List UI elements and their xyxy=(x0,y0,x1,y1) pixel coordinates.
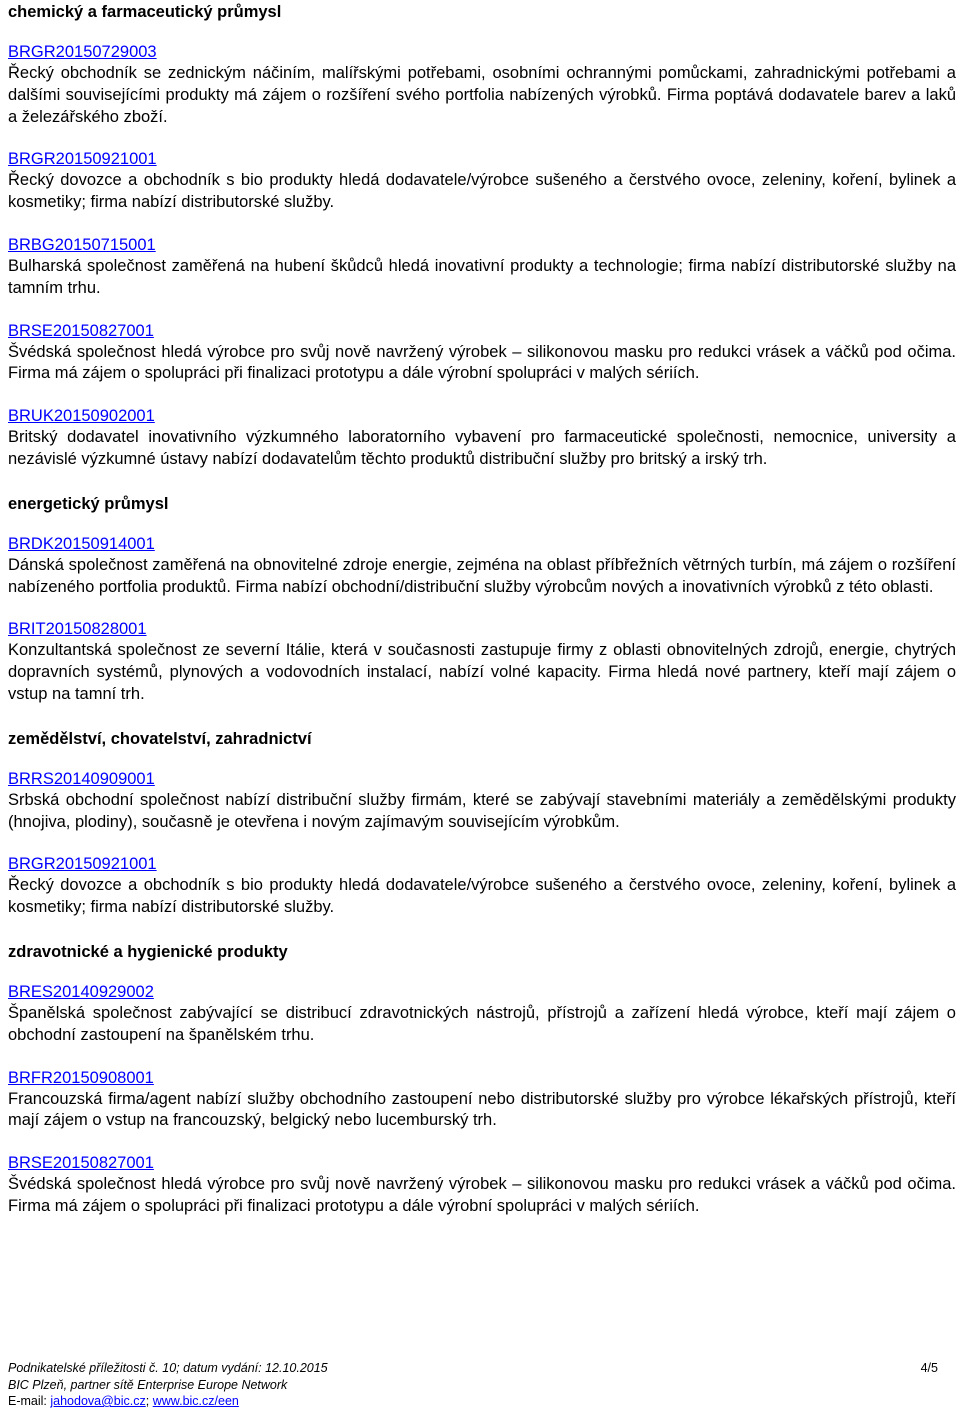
footer-issue-row xyxy=(8,1360,938,1377)
opportunity-entry xyxy=(8,533,956,599)
page-footer xyxy=(8,1360,938,1410)
section-chemical-pharma xyxy=(8,0,956,471)
opportunity-description: Řecký dovozce a obchodník s bio produkty hledá dodavatele/výrobce sušeného a čerstvého ovoce, zeleniny, koření, bylinek a kosmetiky; firma nabízí distributorské služby. xyxy=(8,876,956,917)
opportunity-code-link[interactable]: BRBG20150715001 xyxy=(8,235,156,254)
website-link[interactable]: www.bic.cz/een xyxy=(152,1394,239,1408)
section-title: energetický průmysl xyxy=(8,494,169,513)
opportunity-entry xyxy=(8,234,956,300)
opportunity-entry xyxy=(8,41,956,128)
opportunity-description: Švédská společnost hledá výrobce pro svůj nově navržený výrobek – silikonovou masku pro redukci vrásek a váčků pod očima. Firma má zájem o spolupráci při finalizaci prototypu a dále výrobní spolupráci v malých sériích. xyxy=(8,1175,956,1215)
section-title: zemědělství, chovatelství, zahradnictví xyxy=(8,729,312,748)
opportunity-code-link[interactable]: BRGR20150921001 xyxy=(8,855,157,874)
opportunity-code-link[interactable]: BRIT20150828001 xyxy=(8,620,147,639)
opportunity-description: Švédská společnost hledá výrobce pro svůj nově navržený výrobek – silikonovou masku pro redukci vrásek a váčků pod očima. Firma má zájem o spolupráci při finalizaci prototypu a dále výrobní spolupráci v malých sériích. xyxy=(8,342,956,383)
section-title: zdravotnické a hygienické produkty xyxy=(8,942,288,961)
opportunity-entry xyxy=(8,405,956,471)
contact-separator: ; xyxy=(145,1394,153,1408)
opportunity-entry xyxy=(8,981,956,1047)
opportunity-description: Řecký dovozce a obchodník s bio produkty hledá dodavatele/výrobce sušeného a čerstvého ovoce, zeleniny, koření, bylinek a kosmetiky; firma nabízí distributorské služby. xyxy=(8,171,956,212)
opportunity-entry xyxy=(8,853,956,919)
opportunity-entry xyxy=(8,1067,956,1133)
opportunity-entry xyxy=(8,148,956,214)
opportunity-entry xyxy=(8,320,956,386)
page-number: 4/5 xyxy=(920,1361,938,1375)
organization-name: BIC Plzeň, partner sítě Enterprise Europe Network xyxy=(8,1377,288,1392)
opportunity-code-link[interactable]: BRGR20150921001 xyxy=(8,150,157,169)
document-page xyxy=(8,0,956,1218)
opportunity-entry xyxy=(8,618,956,705)
section-agriculture xyxy=(8,727,956,919)
opportunity-description: Dánská společnost zaměřená na obnovitelné zdroje energie, zejména na oblast příbřežních větrných turbín, má zájem o rozšíření nabízeného portfolia produktů. Firma nabízí obchodní/distribuční služby výrobcům nových a inovativních výrobků z této oblasti. xyxy=(8,555,956,596)
opportunity-entry xyxy=(8,1152,956,1218)
email-label: E-mail: xyxy=(8,1394,51,1408)
opportunity-code-link[interactable]: BRSE20150827001 xyxy=(8,321,154,340)
section-title: chemický a farmaceutický průmysl xyxy=(8,3,282,21)
issue-info: Podnikatelské příležitosti č. 10; datum vydání: 12.10.2015 xyxy=(8,1361,328,1375)
opportunity-code-link[interactable]: BRSE20150827001 xyxy=(8,1154,154,1173)
opportunity-code-link[interactable]: BRFR20150908001 xyxy=(8,1068,154,1087)
opportunity-code-link[interactable]: BRRS20140909001 xyxy=(8,769,155,788)
opportunity-description: Konzultantská společnost ze severní Itálie, která v současnosti zastupuje firmy z oblasti obnovitelných zdrojů, energie, chytrých dopravních systémů, plynových a vodovodních instalací, nabízí volné kapacity. Firma hledá nové partnery, kteří mají zájem o vstup na tamní trh. xyxy=(8,641,956,703)
section-energy xyxy=(8,492,956,706)
opportunity-code-link[interactable]: BRDK20150914001 xyxy=(8,534,155,553)
opportunity-description: Francouzská firma/agent nabízí služby obchodního zastoupení nebo distributorské služby pro výrobce lékařských přístrojů, kteří mají zájem o vstup na francouzský, belgický nebo lucemburský trh. xyxy=(8,1089,956,1130)
opportunity-code-link[interactable]: BRGR20150729003 xyxy=(8,43,157,61)
opportunity-description: Řecký obchodník se zednickým náčiním, malířskými potřebami, osobními ochrannými pomůckami, zahradnickými potřebami a dalšími souvisejícími produkty má zájem o rozšíření svého portfolia nabízených výrobků. Firma poptává dodavatele barev a laků a železářského zboží. xyxy=(8,64,956,126)
opportunity-description: Bulharská společnost zaměřená na hubení škůdců hledá inovativní produkty a technologie; firma nabízí distributorské služby na tamním trhu. xyxy=(8,256,956,297)
opportunity-entry xyxy=(8,768,956,834)
email-link[interactable]: jahodova@bic.cz xyxy=(50,1394,146,1408)
opportunity-code-link[interactable]: BRUK20150902001 xyxy=(8,407,155,426)
opportunity-description: Britský dodavatel inovativního výzkumného laboratorního vybavení pro farmaceutické společnosti, nemocnice, university a nezávislé výzkumné ústavy nabízí dodavatelům těchto produktů distribuční služby pro britský a irský trh. xyxy=(8,428,956,468)
footer-contact-row xyxy=(8,1393,938,1410)
opportunity-description: Španělská společnost zabývající se distribucí zdravotnických nástrojů, přístrojů a zařízení hledá výrobce, kteří mají zájem o obchodní zastoupení na španělském trhu. xyxy=(8,1003,956,1044)
opportunity-description: Srbská obchodní společnost nabízí distribuční služby firmám, které se zabývají stavebními materiály a zemědělskými produkty (hnojiva, plodiny), současně je otevřena i novým zajímavým souvisejícím výrobkům. xyxy=(8,790,956,831)
opportunity-code-link[interactable]: BRES20140929002 xyxy=(8,982,154,1001)
section-medical-hygiene xyxy=(8,940,956,1218)
